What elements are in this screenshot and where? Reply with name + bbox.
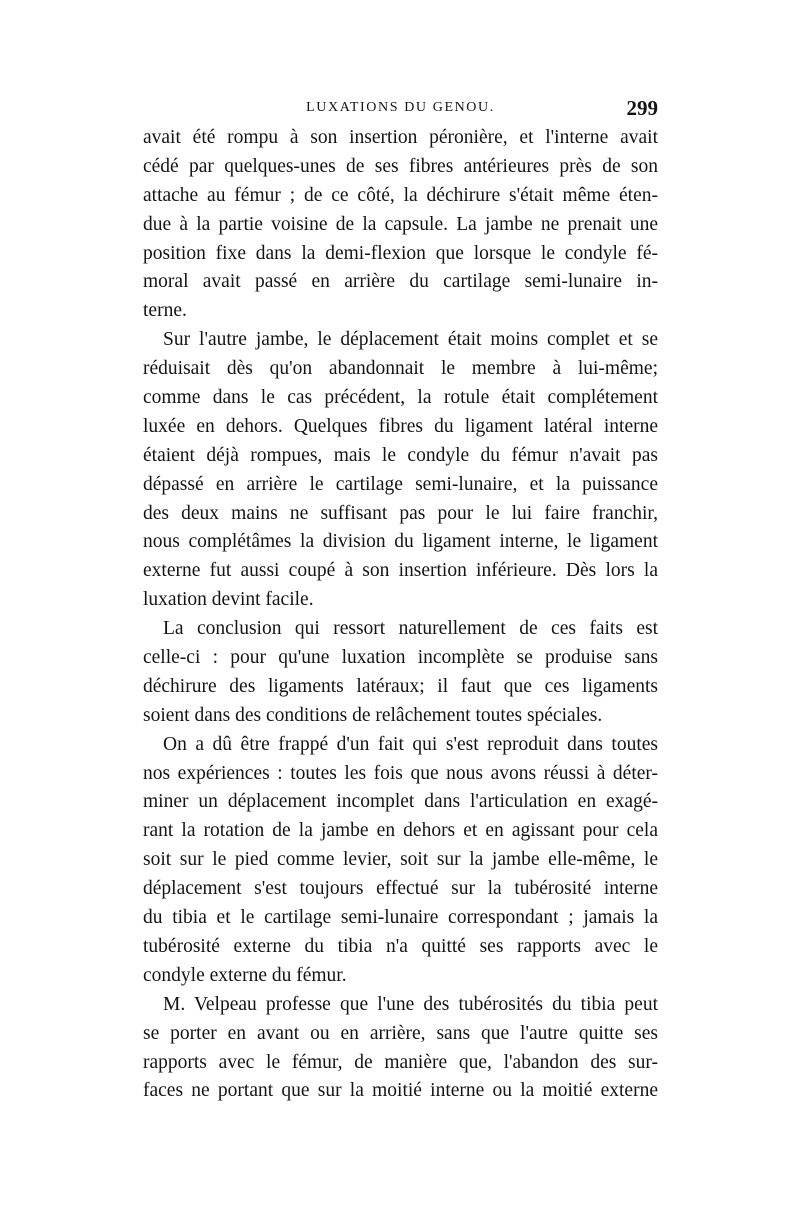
text-line: avait été rompu à son insertion péronière, et l'interne avait <box>143 127 658 148</box>
text-line: dépassé en arrière le cartilage semi-lunaire, et la puissance <box>143 473 658 495</box>
text-line: soient dans des conditions de relâchement toutes spéciales. <box>143 704 603 726</box>
text-line: celle-ci : pour qu'une luxation incomplète se produise sans <box>143 647 658 669</box>
text-line: externe fut aussi coupé à son insertion inférieure. Dès lors la <box>143 560 658 582</box>
text-line: déplacement s'est toujours effectué sur la tubérosité interne <box>143 878 658 900</box>
paragraph <box>143 326 658 615</box>
paragraph <box>143 124 658 326</box>
text-line: moral avait passé en arrière du cartilage semi-lunaire in- <box>143 271 658 293</box>
body-text <box>143 124 658 1106</box>
page-number: 299 <box>626 96 658 120</box>
text-line: faces ne portant que sur la moitié interne ou la moitié externe <box>143 1080 658 1102</box>
text-line: du tibia et le cartilage semi-lunaire correspondant ; jamais la <box>143 907 658 929</box>
text-line: On a dû être frappé d'un fait qui s'est reproduit dans toutes <box>163 733 658 755</box>
text-line: La conclusion qui ressort naturellement de ces faits est <box>163 618 658 640</box>
text-line: étaient déjà rompues, mais le condyle du fémur n'avait pas <box>143 444 658 466</box>
text-line: réduisait dès qu'on abandonnait le membre à lui-même; <box>143 358 658 380</box>
text-line: comme dans le cas précédent, la rotule était complétement <box>143 387 658 409</box>
text-line: terne. <box>143 300 187 322</box>
text-line: rapports avec le fémur, de manière que, l'abandon des sur- <box>143 1051 658 1073</box>
text-line: due à la partie voisine de la capsule. La jambe ne prenait une <box>143 213 658 235</box>
paragraph <box>143 991 658 1107</box>
paragraph <box>143 731 658 991</box>
text-line: cédé par quelques-unes de ses fibres antérieures près de son <box>143 155 658 177</box>
text-line: rant la rotation de la jambe en dehors et en agissant pour cela <box>143 820 658 842</box>
paragraph <box>143 615 658 731</box>
text-line: nous complétâmes la division du ligament interne, le ligament <box>143 531 658 553</box>
text-line: luxation devint facile. <box>143 589 314 611</box>
running-head: LUXATIONS DU GENOU. <box>306 100 495 115</box>
page-header <box>143 96 658 122</box>
text-line: Sur l'autre jambe, le déplacement était moins complet et se <box>163 329 658 351</box>
text-line: des deux mains ne suffisant pas pour le lui faire franchir, <box>143 502 658 524</box>
text-line: tubérosité externe du tibia n'a quitté ses rapports avec le <box>143 935 658 957</box>
text-line: soit sur le pied comme levier, soit sur la jambe elle-même, le <box>143 849 658 871</box>
text-line: M. Velpeau professe que l'une des tubérosités du tibia peut <box>163 993 658 1015</box>
text-line: attache au fémur ; de ce côté, la déchirure s'était même éten- <box>143 184 658 206</box>
text-line: condyle externe du fémur. <box>143 964 347 986</box>
text-line: déchirure des ligaments latéraux; il faut que ces ligaments <box>143 675 658 697</box>
text-line: se porter en avant ou en arrière, sans que l'autre quitte ses <box>143 1022 658 1044</box>
text-line: nos expériences : toutes les fois que nous avons réussi à déter- <box>143 762 658 784</box>
text-line: luxée en dehors. Quelques fibres du ligament latéral interne <box>143 415 658 437</box>
text-line: miner un déplacement incomplet dans l'articulation en exagé- <box>143 791 658 813</box>
text-line: position fixe dans la demi-flexion que lorsque le condyle fé- <box>143 242 658 264</box>
